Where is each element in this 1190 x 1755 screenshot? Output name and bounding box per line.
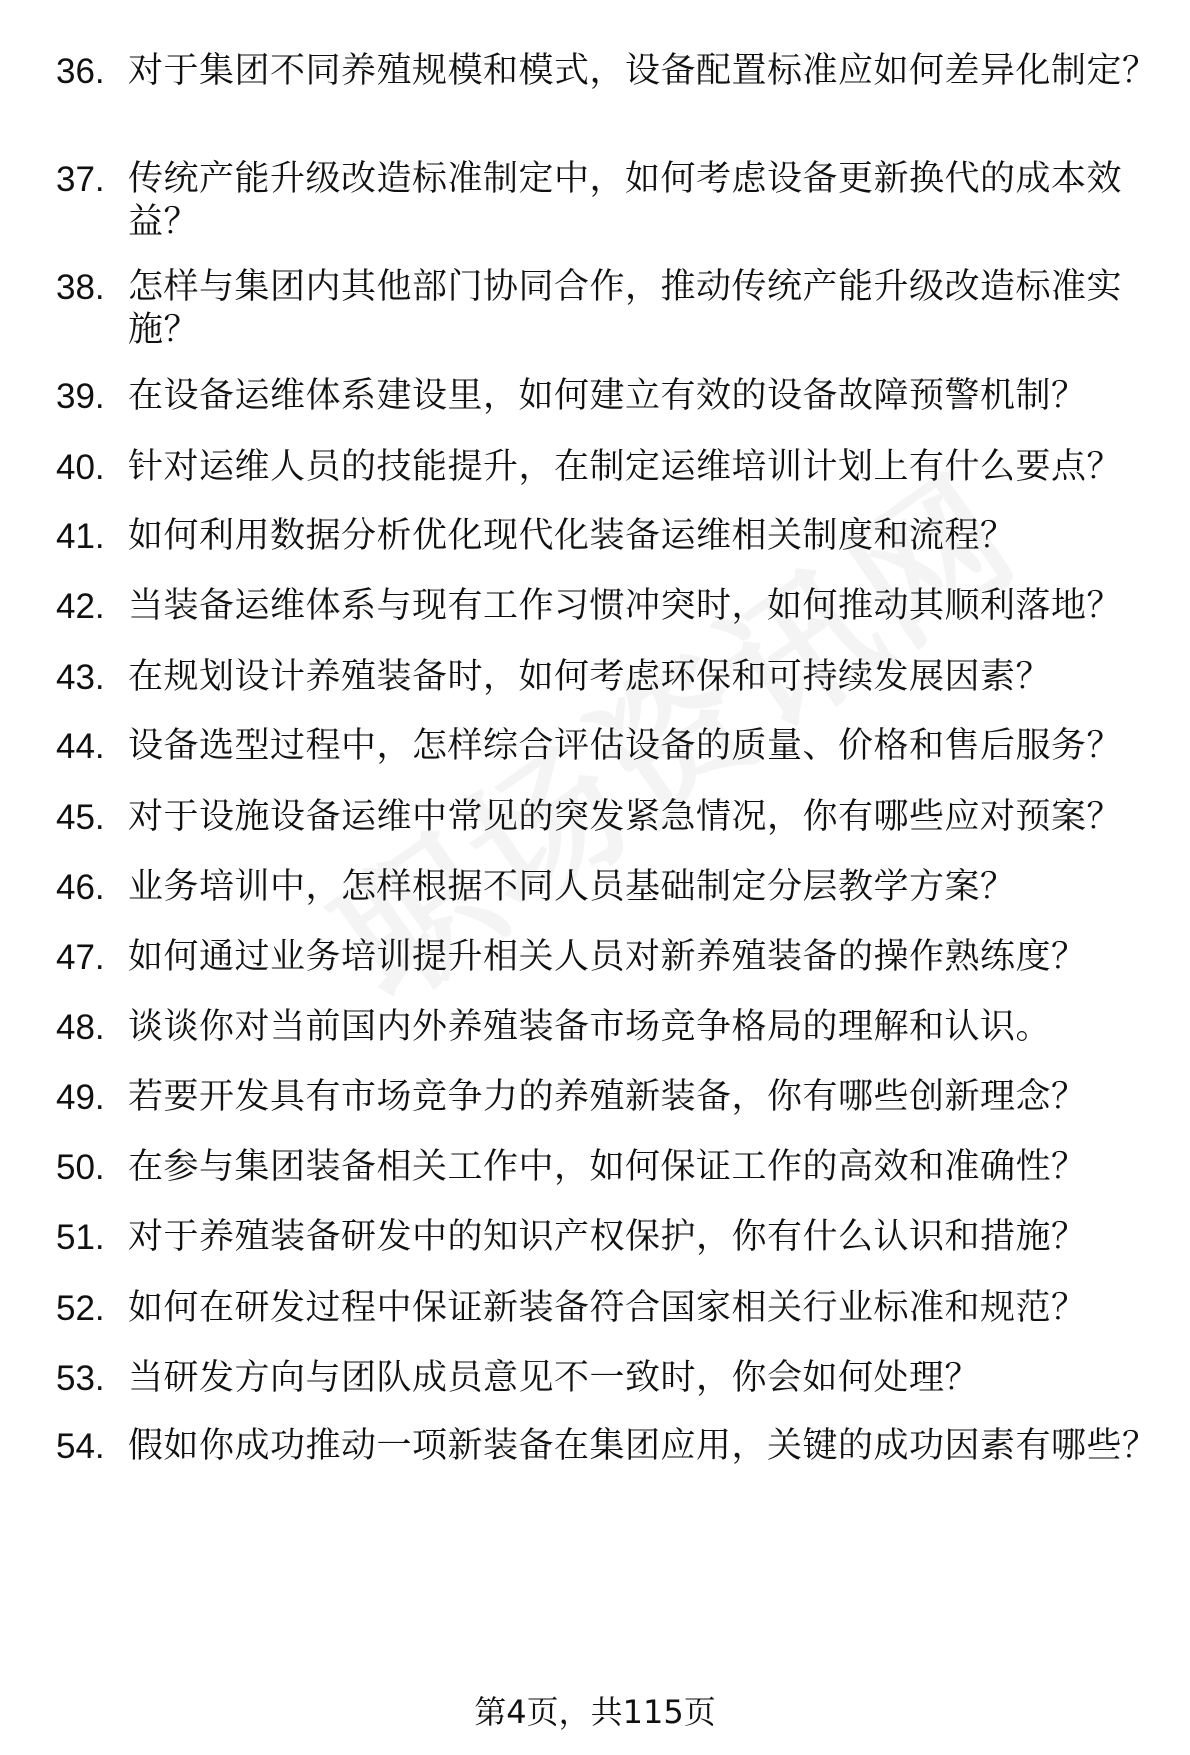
question-text: 在参与集团装备相关工作中，如何保证工作的高效和准确性？ — [128, 1147, 1087, 1187]
question-text: 针对运维人员的技能提升，在制定运维培训计划上有什么要点？ — [128, 447, 1123, 487]
question-text: 对于设施设备运维中常见的突发紧急情况，你有哪些应对预案？ — [128, 797, 1123, 837]
question-number: 41. — [56, 517, 105, 556]
question-number: 39. — [56, 377, 105, 416]
question-text: 对于养殖装备研发中的知识产权保护，你有什么认识和措施？ — [128, 1217, 1087, 1257]
question-number: 49. — [56, 1078, 105, 1117]
question-text: 传统产能升级改造标准制定中，如何考虑设备更新换代的成本效益？ — [128, 159, 1123, 242]
question-text: 假如你成功推动一项新装备在集团应用，关键的成功因素有哪些？ — [128, 1426, 1158, 1466]
question-number: 50. — [56, 1148, 105, 1187]
question-text: 如何通过业务培训提升相关人员对新养殖装备的操作熟练度？ — [128, 937, 1087, 977]
question-text: 若要开发具有市场竞争力的养殖新装备，你有哪些创新理念？ — [128, 1077, 1087, 1117]
question-number: 53. — [56, 1359, 105, 1398]
question-text: 当研发方向与团队成员意见不一致时，你会如何处理？ — [128, 1358, 981, 1398]
question-number: 38. — [56, 268, 105, 307]
question-text: 对于集团不同养殖规模和模式，设备配置标准应如何差异化制定？ — [128, 51, 1158, 91]
question-number: 51. — [56, 1218, 105, 1257]
question-text: 如何利用数据分析优化现代化装备运维相关制度和流程？ — [128, 516, 1016, 556]
question-number: 46. — [56, 868, 105, 907]
question-number: 47. — [56, 938, 105, 977]
question-number: 48. — [56, 1008, 105, 1047]
question-text: 怎样与集团内其他部门协同合作，推动传统产能升级改造标准实施？ — [128, 267, 1123, 350]
question-number: 44. — [56, 727, 105, 766]
question-text: 在设备运维体系建设里，如何建立有效的设备故障预警机制？ — [128, 376, 1087, 416]
question-number: 43. — [56, 658, 105, 697]
page-footer: 第4页，共115页 — [474, 1693, 716, 1731]
question-number: 37. — [56, 160, 105, 199]
question-number: 45. — [56, 798, 105, 837]
question-number: 42. — [56, 587, 105, 626]
question-number: 52. — [56, 1289, 105, 1328]
question-number: 40. — [56, 448, 105, 487]
question-text: 如何在研发过程中保证新装备符合国家相关行业标准和规范？ — [128, 1288, 1087, 1328]
question-text: 谈谈你对当前国内外养殖装备市场竞争格局的理解和认识。 — [128, 1007, 1052, 1047]
question-text: 当装备运维体系与现有工作习惯冲突时，如何推动其顺利落地？ — [128, 586, 1123, 626]
question-text: 在规划设计养殖装备时，如何考虑环保和可持续发展因素？ — [128, 657, 1052, 697]
question-text: 设备选型过程中，怎样综合评估设备的质量、价格和售后服务？ — [128, 726, 1123, 766]
question-number: 54. — [56, 1427, 105, 1466]
question-number: 36. — [56, 52, 105, 91]
question-text: 业务培训中，怎样根据不同人员基础制定分层教学方案？ — [128, 867, 1016, 907]
